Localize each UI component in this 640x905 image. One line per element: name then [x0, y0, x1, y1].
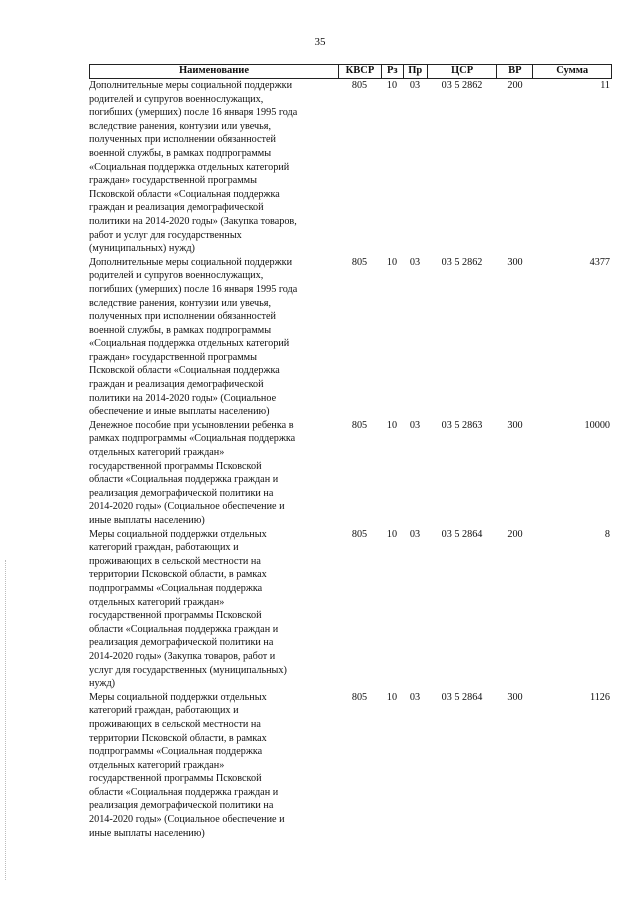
row-name: Дополнительные меры социальной поддержки родителей и супругов военнослужащих, погибших (умерших) после 16 января 1995 года вследствие ранения, контузии или увечья, полученных при исполнении обязанностей военной службы, в рамках подпрограммы «Социальная поддержка отдельных категорий граждан» государственной программы Псковской области «Социальная поддержка граждан и реализация демографической политики на 2014-2020 годы» (Социальное обеспечение и иные выплаты населению) [89, 256, 298, 418]
budget-table [89, 64, 612, 840]
row-name: Меры социальной поддержки отдельных категорий граждан, работающих и проживающих в сельской местности на территории Псковской области, в рамках подпрограммы «Социальная поддержка отдельных категорий граждан» государственной программы Псковской области «Социальная поддержка граждан и реализация демографической политики на 2014-2020 годы» (Социальное обеспечение и иные выплаты населению) [89, 691, 285, 839]
header-csr: ЦСР [427, 65, 497, 78]
header-name: Наименование [179, 65, 250, 76]
row-rz: 10 [386, 528, 398, 540]
row-rz: 10 [386, 256, 398, 268]
table-row [89, 528, 612, 691]
header-kvsr: КВСР [338, 65, 381, 78]
row-csr: 03 5 2862 [441, 256, 483, 268]
row-csr: 03 5 2863 [441, 419, 483, 431]
row-kvsr: 805 [351, 256, 368, 268]
table-row [89, 256, 612, 419]
table-row [89, 419, 612, 528]
row-pr: 03 [409, 80, 421, 91]
header-rz: Рз [381, 65, 403, 78]
row-sum: 8 [604, 528, 610, 540]
table-row [89, 691, 612, 841]
row-kvsr: 805 [351, 691, 368, 703]
row-csr: 03 5 2862 [441, 80, 483, 91]
table-header [89, 64, 612, 79]
row-name: Денежное пособие при усыновлении ребенка в рамках подпрограммы «Социальная поддержка отдельных категорий граждан» государственной программы Псковской области «Социальная поддержка граждан и реализация демографической политики на 2014-2020 годы» (Социальное обеспечение и иные выплаты населению) [89, 419, 296, 526]
row-rz: 10 [386, 691, 398, 703]
row-sum: 4377 [589, 256, 610, 268]
scan-margin-mark [5, 560, 7, 880]
row-vr: 300 [507, 256, 523, 268]
row-pr: 03 [409, 528, 421, 540]
row-kvsr: 805 [351, 419, 368, 431]
row-csr: 03 5 2864 [441, 691, 483, 703]
row-rz: 10 [386, 419, 398, 431]
row-sum: 1126 [590, 691, 610, 703]
row-vr: 200 [507, 528, 523, 540]
header-pr: Пр [403, 65, 427, 78]
row-csr: 03 5 2864 [441, 528, 483, 540]
row-name: Меры социальной поддержки отдельных категорий граждан, работающих и проживающих в сельской местности на территории Псковской области, в рамках подпрограммы «Социальная поддержка отдельных категорий граждан» государственной программы Псковской области «Социальная поддержка граждан и реализация демографической политики на 2014-2020 годы» (Закупка товаров, работ и услуг для государственных (муниципальных) нужд) [89, 528, 287, 690]
page-number: 35 [314, 36, 326, 48]
row-pr: 03 [409, 419, 421, 431]
row-name: Дополнительные меры социальной поддержки родителей и супругов военнослужащих, погибших (умерших) после 16 января 1995 года вследствие ранения, контузии или увечья, полученных при исполнении обязанностей военной службы, в рамках подпрограммы «Социальная поддержка отдельных категорий граждан» государственной программы Псковской области «Социальная поддержка граждан и реализация демографической политики на 2014-2020 годы» (Закупка товаров, работ и услуг для государственных (муниципальных) нужд) [89, 80, 298, 255]
row-vr: 200 [507, 80, 523, 91]
header-vr: ВР [496, 65, 532, 78]
row-vr: 300 [507, 691, 523, 703]
row-pr: 03 [409, 256, 421, 268]
header-sum: Сумма [532, 65, 611, 78]
row-vr: 300 [507, 419, 523, 431]
row-rz: 10 [386, 80, 398, 91]
row-kvsr: 805 [351, 528, 368, 540]
row-sum: 11 [600, 80, 610, 91]
table-row [89, 79, 612, 256]
row-pr: 03 [409, 691, 421, 703]
row-sum: 10000 [584, 419, 610, 431]
row-kvsr: 805 [351, 80, 368, 91]
